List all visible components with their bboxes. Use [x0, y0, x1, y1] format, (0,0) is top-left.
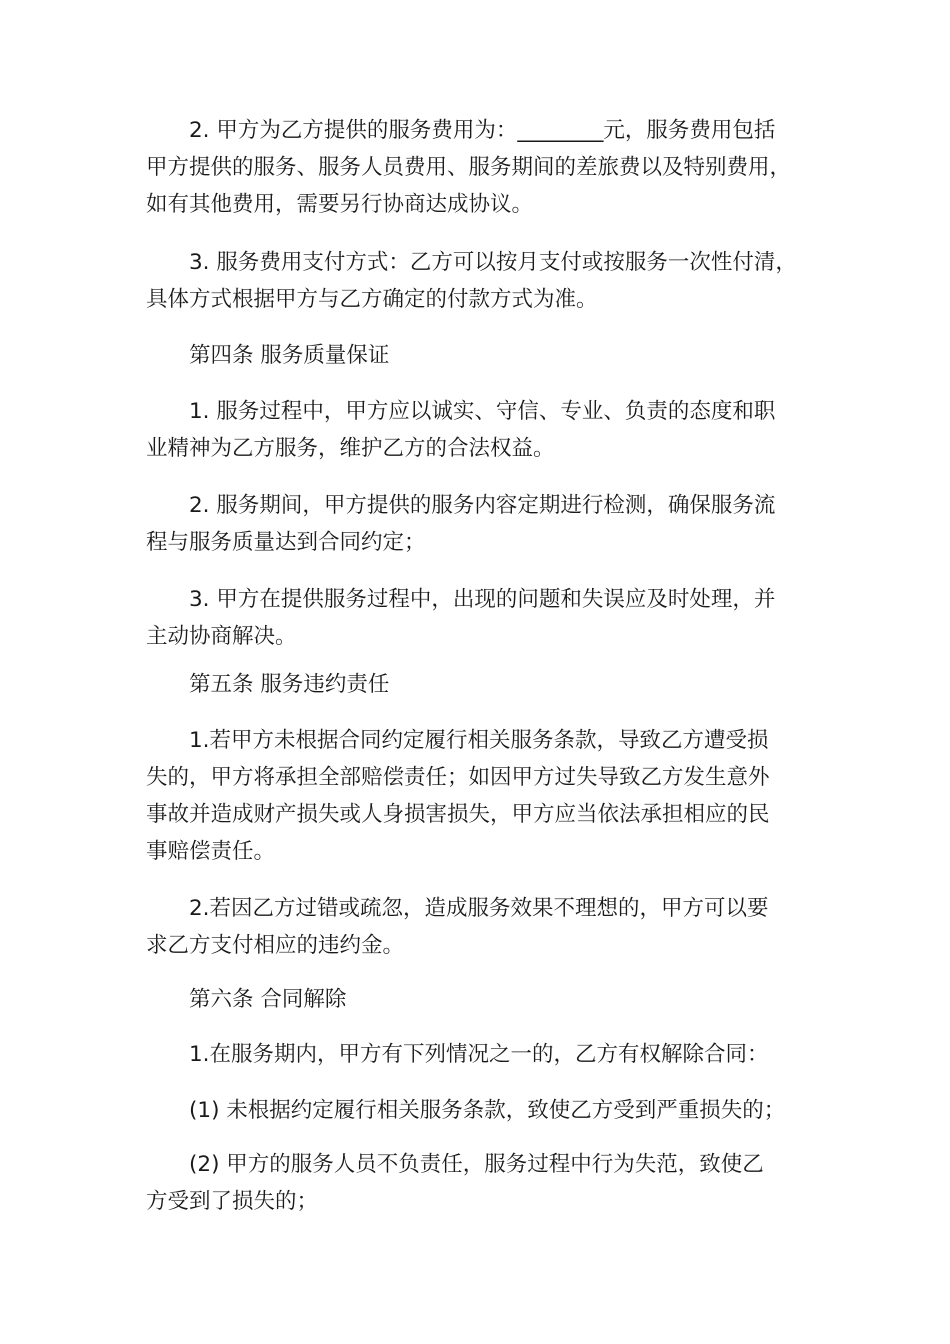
clause-termination-item-1 — [146, 1092, 818, 1129]
text-line: 2.若因乙方过错或疏忽，造成服务效果不理想的，甲方可以要 — [189, 896, 769, 921]
text-line: 如有其他费用，需要另行协商达成协议。 — [146, 192, 534, 217]
text-line: 3. 甲方在提供服务过程中，出现的问题和失误应及时处理，并 — [189, 587, 776, 612]
text-line: 失的，甲方将承担全部赔偿责任；如因甲方过失导致乙方发生意外 — [146, 765, 770, 790]
text-line: 2. 服务期间，甲方提供的服务内容定期进行检测，确保服务流 — [189, 493, 776, 518]
clause-quality-3 — [146, 581, 818, 655]
section-heading-article-4: 第四条 服务质量保证 — [189, 343, 390, 368]
clause-service-fee — [146, 112, 818, 223]
clause-termination-1 — [146, 1036, 818, 1073]
text-line: 主动协商解决。 — [146, 624, 297, 649]
text-line: (2) 甲方的服务人员不负责任，服务过程中行为失范，致使乙 — [189, 1152, 764, 1177]
clause-quality-1 — [146, 393, 818, 467]
text-line: 3. 服务费用支付方式：乙方可以按月支付或按服务一次性付清， — [189, 250, 797, 275]
clause-payment-method — [146, 244, 818, 318]
clause-breach-2 — [146, 890, 818, 964]
text-line: 方受到了损失的； — [146, 1189, 319, 1214]
clause-quality-2 — [146, 487, 818, 561]
text-line: 1.若甲方未根据合同约定履行相关服务条款，导致乙方遭受损 — [189, 728, 769, 753]
text-line: 事故并造成财产损失或人身损害损失，甲方应当依法承担相应的民 — [146, 802, 770, 827]
text-line: 1.在服务期内，甲方有下列情况之一的，乙方有权解除合同： — [189, 1042, 769, 1067]
clause-breach-1 — [146, 722, 818, 870]
text-line: (1) 未根据约定履行相关服务条款，致使乙方受到严重损失的； — [189, 1098, 786, 1123]
text-line: 2. 甲方为乙方提供的服务费用为：________元，服务费用包括 — [189, 118, 776, 143]
text-line: 甲方提供的服务、服务人员费用、服务期间的差旅费以及特别费用， — [146, 155, 792, 180]
section-heading-article-5: 第五条 服务违约责任 — [189, 672, 390, 697]
text-line: 程与服务质量达到合同约定； — [146, 530, 426, 555]
text-line: 业精神为乙方服务，维护乙方的合法权益。 — [146, 436, 555, 461]
clause-termination-item-2 — [146, 1146, 818, 1220]
text-line: 具体方式根据甲方与乙方确定的付款方式为准。 — [146, 287, 598, 312]
text-line: 1. 服务过程中，甲方应以诚实、守信、专业、负责的态度和职 — [189, 399, 776, 424]
section-heading-article-6: 第六条 合同解除 — [189, 987, 347, 1012]
text-line: 求乙方支付相应的违约金。 — [146, 933, 405, 958]
text-line: 事赔偿责任。 — [146, 839, 276, 864]
